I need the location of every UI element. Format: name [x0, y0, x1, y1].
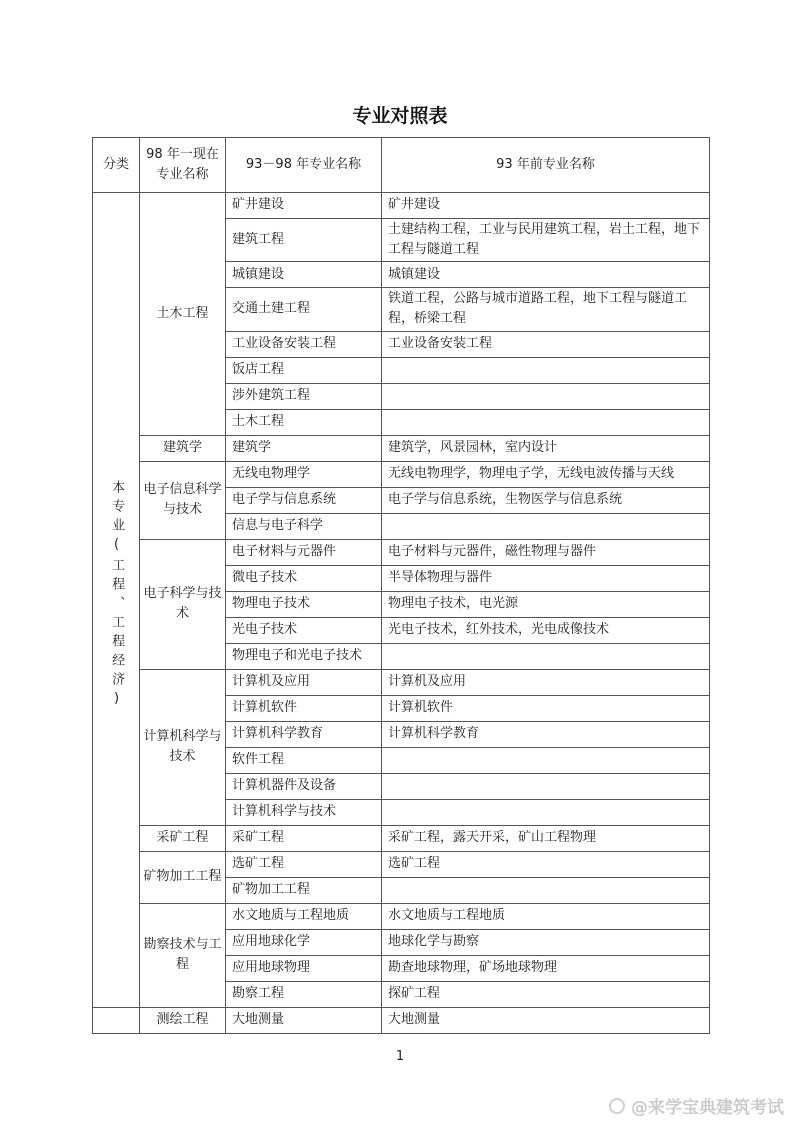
old-major-cell: 计算机科学教育: [382, 721, 710, 747]
page-number: 1: [395, 1049, 405, 1064]
mid-major-cell: 城镇建设: [226, 262, 382, 288]
old-major-cell: 物理电子技术，电光源: [382, 591, 710, 617]
mid-major-cell: 选矿工程: [226, 851, 382, 877]
watermark-logo-icon: [609, 1098, 625, 1114]
mid-major-cell: 勘察工程: [226, 981, 382, 1007]
mid-major-cell: 计算机科学与技术: [226, 799, 382, 825]
mid-major-cell: 计算机软件: [226, 695, 382, 721]
mid-major-cell: 采矿工程: [226, 825, 382, 851]
old-major-cell: 铁道工程，公路与城市道路工程，地下工程与隧道工程，桥梁工程: [382, 288, 710, 331]
watermark: [609, 1093, 784, 1118]
old-major-cell: 工业设备安装工程: [382, 331, 710, 357]
mid-major-cell: 应用地球化学: [226, 929, 382, 955]
old-major-cell: 光电子技术，红外技术，光电成像技术: [382, 617, 710, 643]
old-major-cell: 城镇建设: [382, 262, 710, 288]
old-major-cell: 选矿工程: [382, 851, 710, 877]
mid-major-cell: 计算机及应用: [226, 669, 382, 695]
old-major-cell: [382, 513, 710, 539]
old-major-cell: 大地测量: [382, 1007, 710, 1033]
header-row: [93, 138, 710, 193]
mid-major-cell: 微电子技术: [226, 565, 382, 591]
table-row: [93, 669, 710, 695]
old-major-cell: [382, 409, 710, 435]
mid-major-cell: 建筑学: [226, 435, 382, 461]
old-major-cell: 水文地质与工程地质: [382, 903, 710, 929]
mid-major-cell: 物理电子技术: [226, 591, 382, 617]
header-mid-name: 93－98 年专业名称: [226, 138, 382, 193]
old-major-cell: [382, 799, 710, 825]
old-major-cell: 半导体物理与器件: [382, 565, 710, 591]
category-main-cell: [93, 193, 140, 1008]
old-major-cell: 计算机及应用: [382, 669, 710, 695]
mid-major-cell: 饭店工程: [226, 357, 382, 383]
current-major-cell: 计算机科学与技术: [140, 669, 226, 825]
category-main-label: 本专业(工程、工程经济): [109, 480, 125, 713]
mid-major-cell: 电子学与信息系统: [226, 487, 382, 513]
current-major-cell: 采矿工程: [140, 825, 226, 851]
mid-major-cell: 应用地球物理: [226, 955, 382, 981]
old-major-cell: [382, 643, 710, 669]
mid-major-cell: 矿物加工工程: [226, 877, 382, 903]
old-major-cell: [382, 383, 710, 409]
table-row: [93, 435, 710, 461]
old-major-cell: 勘查地球物理，矿场地球物理: [382, 955, 710, 981]
old-major-cell: [382, 747, 710, 773]
old-major-cell: 计算机软件: [382, 695, 710, 721]
mid-major-cell: 计算机器件及设备: [226, 773, 382, 799]
mid-major-cell: 工业设备安装工程: [226, 331, 382, 357]
mid-major-cell: 计算机科学教育: [226, 721, 382, 747]
mid-major-cell: 土木工程: [226, 409, 382, 435]
current-major-cell: 建筑学: [140, 435, 226, 461]
table-row: [93, 851, 710, 877]
old-major-cell: 采矿工程，露天开采，矿山工程物理: [382, 825, 710, 851]
table-row: [93, 193, 710, 219]
watermark-text: @来学宝典建筑考试: [631, 1098, 784, 1118]
table-row: [93, 1007, 710, 1033]
table-row: [93, 903, 710, 929]
old-major-cell: 矿井建设: [382, 193, 710, 219]
old-major-cell: 建筑学，风景园林，室内设计: [382, 435, 710, 461]
old-major-cell: 无线电物理学，物理电子学，无线电波传播与天线: [382, 461, 710, 487]
mid-major-cell: 交通土建工程: [226, 288, 382, 331]
old-major-cell: 土建结构工程，工业与民用建筑工程，岩土工程，地下工程与隧道工程: [382, 219, 710, 262]
major-comparison-table: [92, 137, 710, 1034]
old-major-cell: 电子材料与元器件，磁性物理与器件: [382, 539, 710, 565]
table-row: [93, 539, 710, 565]
mid-major-cell: 涉外建筑工程: [226, 383, 382, 409]
header-old-name: 93 年前专业名称: [382, 138, 710, 193]
current-major-cell: 土木工程: [140, 193, 226, 436]
old-major-cell: 探矿工程: [382, 981, 710, 1007]
table-row: [93, 825, 710, 851]
current-major-cell: 测绘工程: [140, 1007, 226, 1033]
mid-major-cell: 大地测量: [226, 1007, 382, 1033]
header-category: 分类: [93, 138, 140, 193]
mid-major-cell: 建筑工程: [226, 219, 382, 262]
old-major-cell: [382, 357, 710, 383]
current-major-cell: 勘察技术与工程: [140, 903, 226, 1007]
current-major-cell: 矿物加工工程: [140, 851, 226, 903]
mid-major-cell: 电子材料与元器件: [226, 539, 382, 565]
current-major-cell: 电子科学与技术: [140, 539, 226, 669]
current-major-cell: 电子信息科学与技术: [140, 461, 226, 539]
header-current-name: 98 年一现在专业名称: [140, 138, 226, 193]
table-row: [93, 461, 710, 487]
mid-major-cell: 物理电子和光电子技术: [226, 643, 382, 669]
mid-major-cell: 无线电物理学: [226, 461, 382, 487]
page-title: 专业对照表: [352, 105, 448, 127]
empty-category-cell: [93, 1007, 140, 1033]
mid-major-cell: 光电子技术: [226, 617, 382, 643]
old-major-cell: [382, 773, 710, 799]
mid-major-cell: 软件工程: [226, 747, 382, 773]
old-major-cell: 地球化学与勘察: [382, 929, 710, 955]
mid-major-cell: 矿井建设: [226, 193, 382, 219]
mid-major-cell: 信息与电子科学: [226, 513, 382, 539]
table-body: [93, 193, 710, 1034]
old-major-cell: [382, 877, 710, 903]
mid-major-cell: 水文地质与工程地质: [226, 903, 382, 929]
old-major-cell: 电子学与信息系统，生物医学与信息系统: [382, 487, 710, 513]
